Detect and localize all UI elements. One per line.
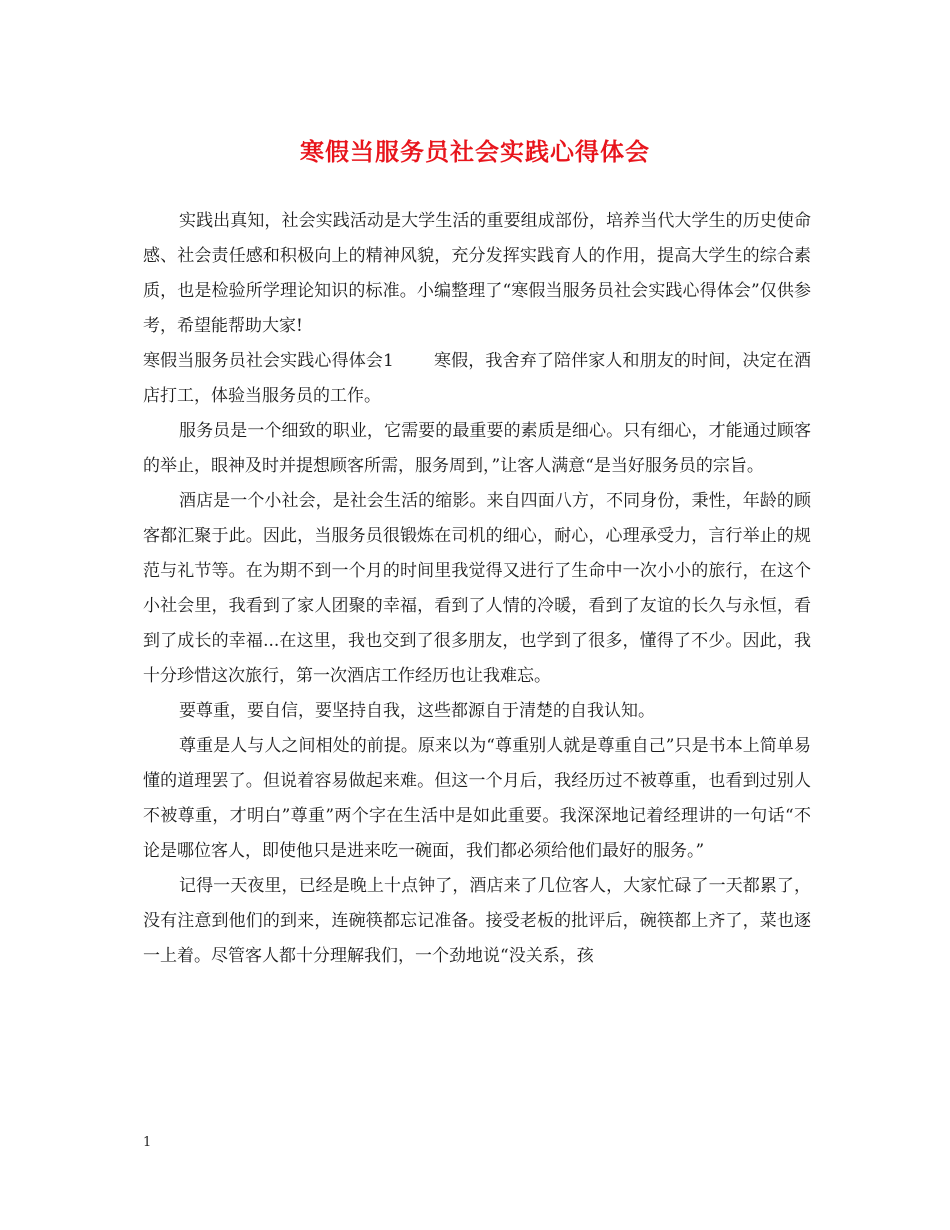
section-paragraph: [143, 344, 811, 414]
page-number: 1: [143, 1135, 152, 1150]
document-title: 寒假当服务员社会实践心得体会: [300, 137, 650, 166]
section-first-text: 寒假，我舍弃了陪伴家人和朋友的时间，决定在酒店打工，体验当服务员的工作。: [143, 351, 811, 406]
section-heading: 寒假当服务员社会实践心得体会1: [143, 351, 394, 371]
body-paragraph: 要尊重，要自信，要坚持自我，这些都源自于清楚的自我认知。: [179, 701, 655, 721]
body-paragraph: 服务员是一个细致的职业，它需要的最重要的素质是细心。只有细心，才能通过顾客的举止，眼神及时并提想顾客所需，服务周到，”让客人满意“是当好服务员的宗旨。: [143, 421, 811, 476]
body-paragraph: 尊重是人与人之间相处的前提。原来以为“尊重别人就是尊重自己”只是书本上简单易懂的道理罢了。但说着容易做起来难。但这一个月后，我经历过不被尊重，也看到过别人不被尊重，才明白”尊重”两个字在生活中是如此重要。我深深地记着经理讲的一句话“不论是哪位客人，即使他只是进来吃一碗面，我们都必须给他们最好的服务。”: [143, 736, 811, 861]
document-body: [143, 204, 811, 974]
intro-paragraph: 实践出真知，社会实践活动是大学生活的重要组成部份，培养当代大学生的历史使命感、社会责任感和积极向上的精神风貌，充分发挥实践育人的作用，提高大学生的综合素质，也是检验所学理论知识的标准。小编整理了“寒假当服务员社会实践心得体会”仅供参考，希望能帮助大家!: [143, 211, 811, 336]
body-paragraph: 酒店是一个小社会，是社会生活的缩影。来自四面八方，不同身份，秉性，年龄的顾客都汇聚于此。因此，当服务员很锻炼在司机的细心，耐心，心理承受力，言行举止的规范与礼节等。在为期不到一个月的时间里我觉得又进行了生命中一次小小的旅行，在这个小社会里，我看到了家人团聚的幸福，看到了人情的冷暖，看到了友谊的长久与永恒，看到了成长的幸福...在这里，我也交到了很多朋友，也学到了很多，懂得了不少。因此，我十分珍惜这次旅行，第一次酒店工作经历也让我难忘。: [143, 491, 811, 686]
body-paragraph: 记得一天夜里，已经是晚上十点钟了，酒店来了几位客人，大家忙碌了一天都累了，没有注意到他们的到来，连碗筷都忘记准备。接受老板的批评后，碗筷都上齐了，菜也逐一上着。尽管客人都十分理解我们，一个劲地说“没关系，孩: [143, 876, 811, 966]
